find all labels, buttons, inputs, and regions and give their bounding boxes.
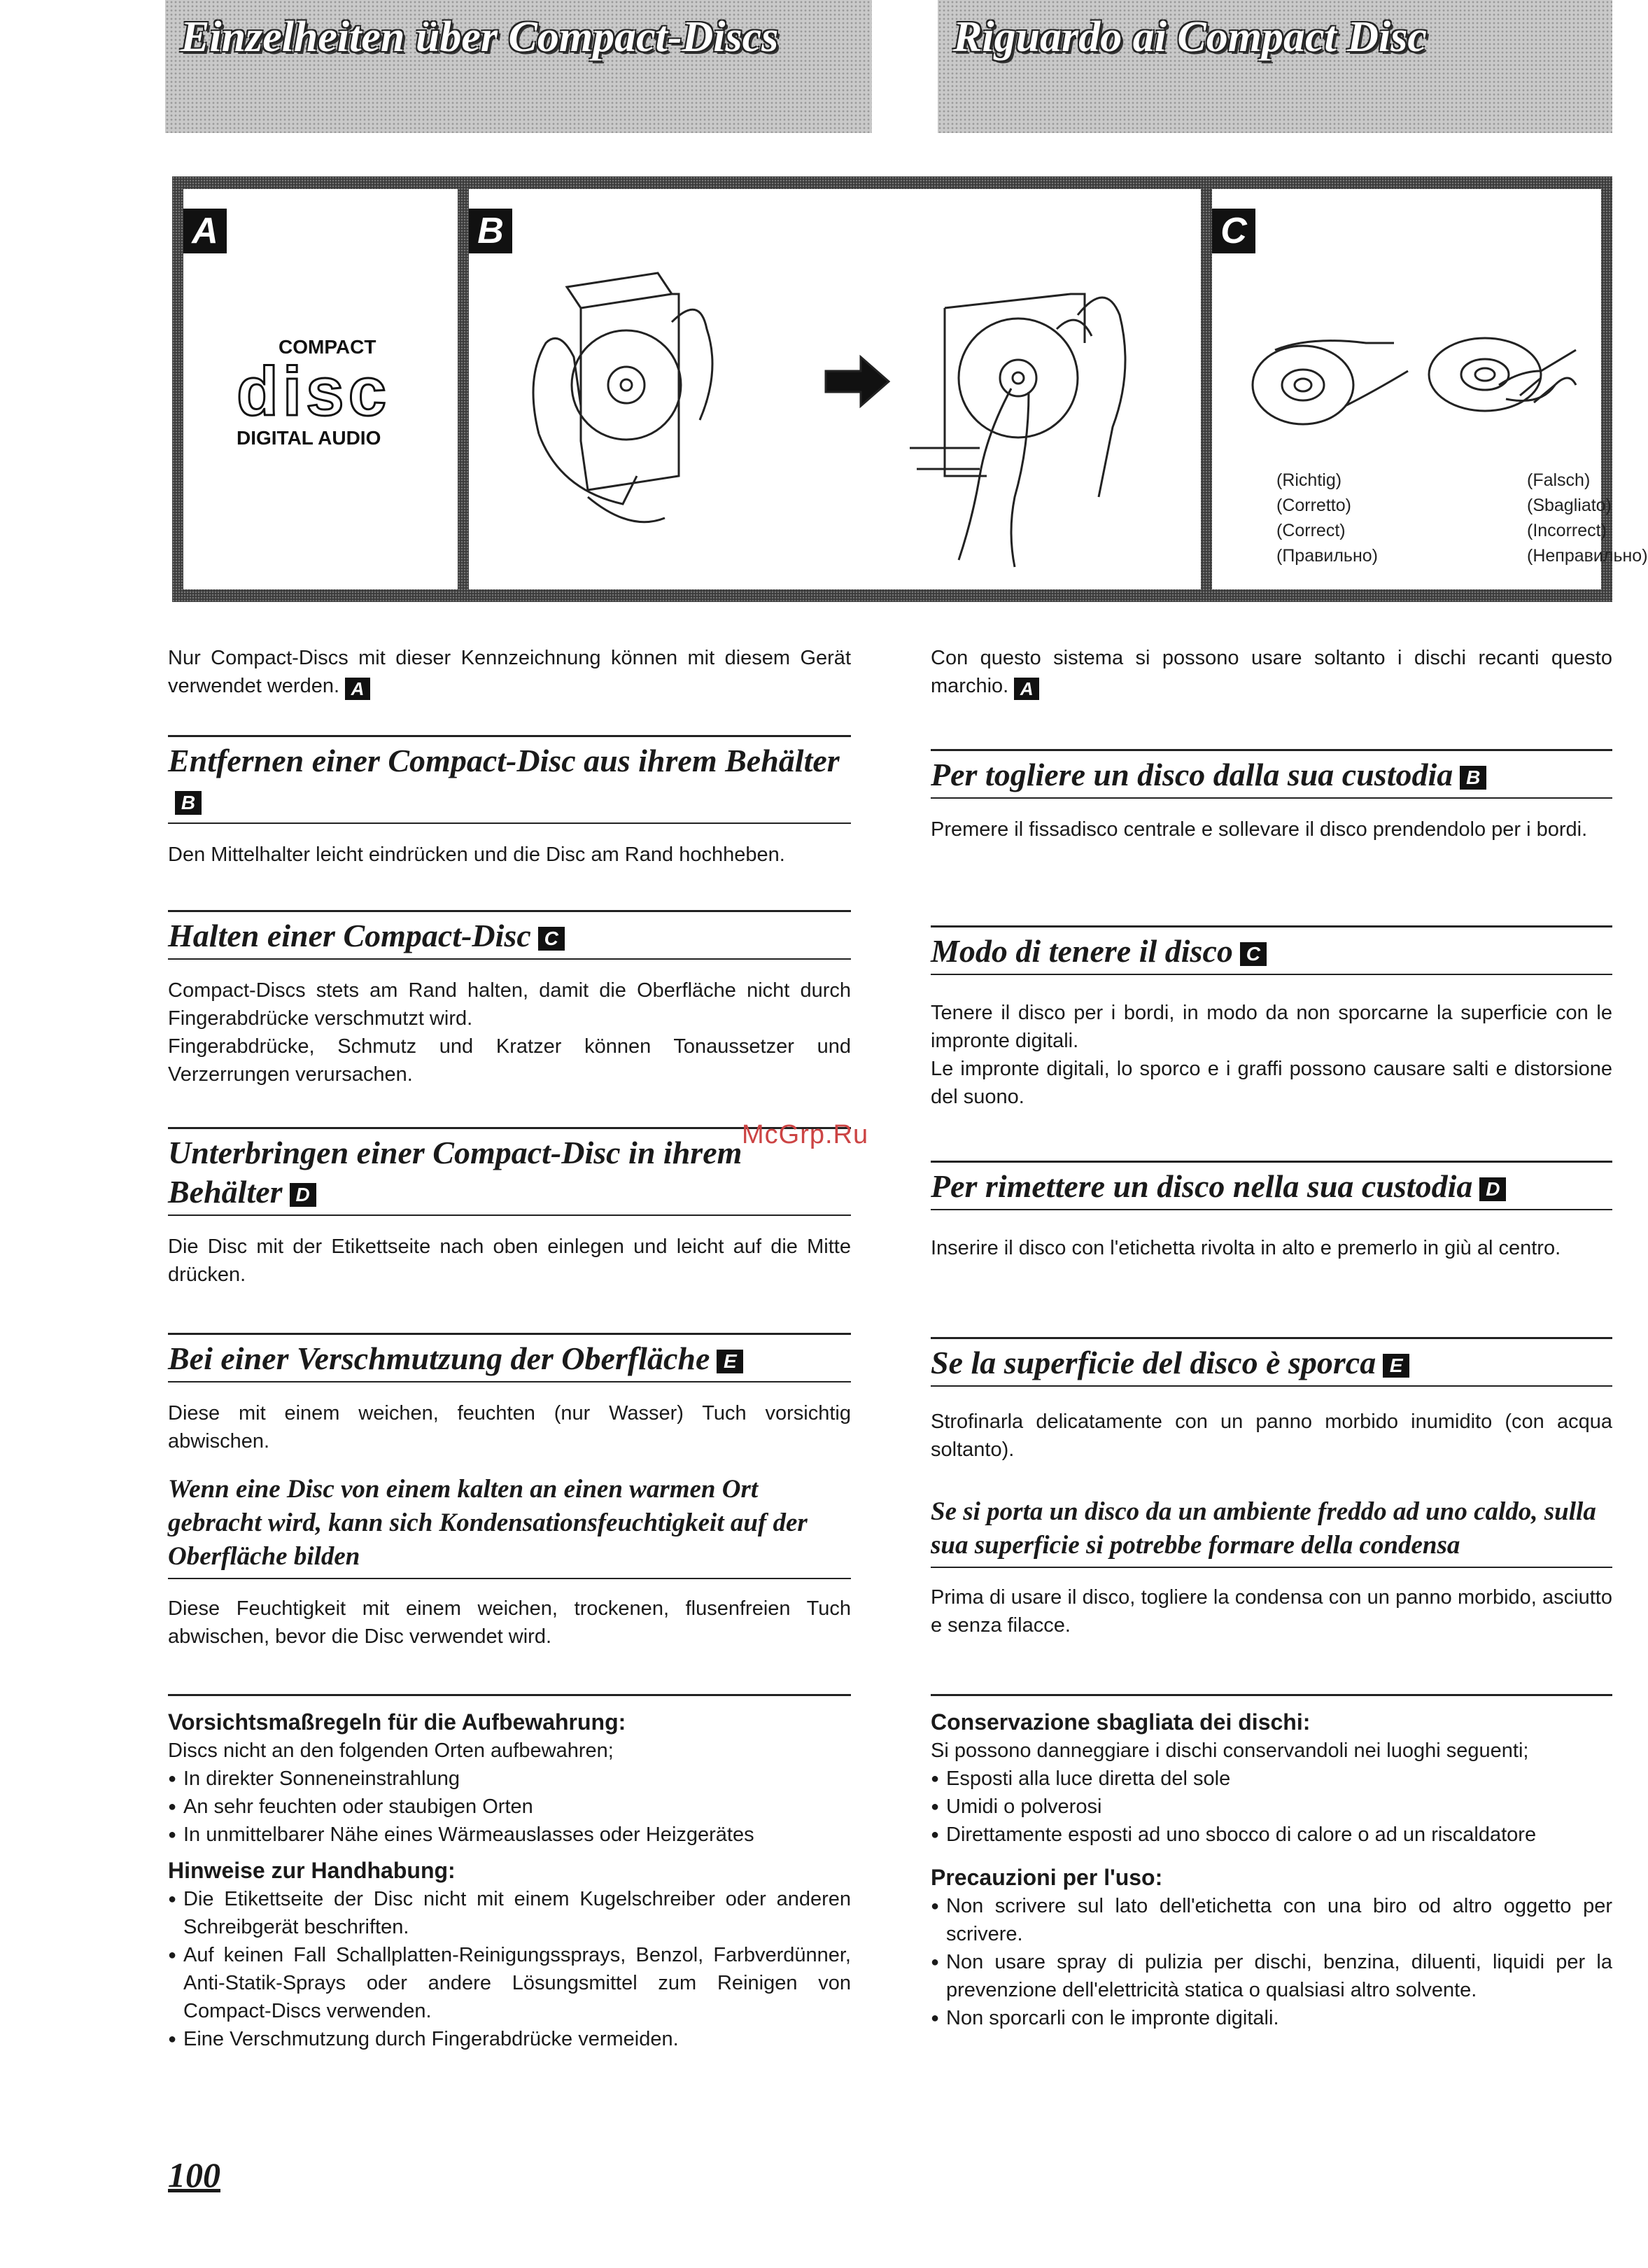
panel-letter-a: A <box>183 209 227 253</box>
section-heading: Bei einer Verschmutzung der Oberfläche E <box>168 1333 851 1382</box>
caption-line: (Sbagliato) <box>1527 496 1612 515</box>
storage-heading: Conservazione sbagliata dei dischi: <box>931 1709 1311 1735</box>
section-text: Strofinarla delicatamente con un panno morbido inumidito (con acqua soltanto). <box>931 1410 1612 1461</box>
condensation-heading: Wenn eine Disc von einem kalten an einen warmen Ort gebracht wird, kann sich Kondensationsfeuchtigkeit auf der Oberfläche bilden <box>168 1473 851 1579</box>
section-hold-disc <box>931 925 1612 1111</box>
section-heading: Unterbringen einer Compact-Disc in ihrem Behälter D <box>168 1127 851 1216</box>
section-text: Premere il fissadisco centrale e sollevare il disco prendendolo per i bordi. <box>931 818 1588 841</box>
panel-letter-c: C <box>1212 209 1255 253</box>
section-text: Compact-Discs stets am Rand halten, damit die Oberfläche nicht durch Fingerabdrücke verschmutzt wird. <box>168 979 851 1030</box>
caption-line: (Falsch) <box>1527 470 1591 490</box>
list-item: ● Eine Verschmutzung durch Fingerabdrücke vermeiden. <box>168 2025 851 2053</box>
caption-line: (Corretto) <box>1276 496 1351 515</box>
figure-panel-b <box>469 189 1201 589</box>
section-text: Diese mit einem weichen, feuchten (nur Wasser) Tuch vorsichtig abwischen. <box>168 1402 851 1452</box>
incorrect-caption <box>1527 468 1648 568</box>
section-condensation <box>931 1495 1612 1639</box>
section-heading: Entfernen einer Compact-Disc aus ihrem BehälterB <box>168 735 851 824</box>
section-heading: Per rimettere un disco nella sua custodia D <box>931 1161 1612 1210</box>
illustration-figure <box>172 176 1648 602</box>
list-item: ● Die Etikettseite der Disc nicht mit einem Kugelschreiber oder anderen Schreibgerät beschriften. <box>168 1885 851 1941</box>
list-item: ● Direttamente esposti ad uno sbocco di calore o ad un riscaldatore <box>931 1821 1612 1849</box>
storage-heading: Vorsichtsmaßregeln für die Aufbewahrung: <box>168 1709 626 1735</box>
section-dirty-surface <box>931 1337 1612 1464</box>
page-title-german: Einzelheiten über Compact-Discs <box>181 13 779 61</box>
section-heading: Modo di tenere il disco C <box>931 925 1612 975</box>
storage-notes <box>168 1694 851 2053</box>
section-text: Fingerabdrücke, Schmutz und Kratzer können Tonaussetzer und Verzerrungen verursachen. <box>168 1035 851 1086</box>
list-item: ● Non usare spray di pulizia per dischi, benzina, diluenti, liquidi per la prevenzione dell'elettricità statica o qualsiasi altro solvente. <box>931 1948 1612 2004</box>
divider <box>931 1694 1612 1696</box>
section-text: Den Mittelhalter leicht eindrücken und die Disc am Rand hochheben. <box>168 844 785 866</box>
list-item: ● In direkter Sonneneinstrahlung <box>168 1765 851 1793</box>
panel-letter-b: B <box>469 209 512 253</box>
header-banner-italian <box>938 0 1612 133</box>
figure-badge-d: D <box>1479 1177 1506 1201</box>
section-text: Le impronte digitali, lo sporco e i graffi possono causare salti e distorsione del suono. <box>931 1058 1612 1108</box>
section-store-disc <box>168 1127 851 1289</box>
figure-badge-e: E <box>717 1350 743 1373</box>
watermark: McGrp.Ru <box>742 1120 869 1149</box>
section-dirty-surface <box>168 1333 851 1455</box>
storage-intro: Discs nicht an den folgenden Orten aufbewahren; <box>168 1740 614 1762</box>
correct-caption <box>1276 468 1378 568</box>
list-item: ● Umidi o polverosi <box>931 1793 1612 1821</box>
caption-line: (Incorrect) <box>1527 521 1607 540</box>
figure-badge-d: D <box>290 1183 316 1207</box>
figure-panel-a <box>183 189 458 589</box>
intro-text <box>931 644 1612 700</box>
intro-paragraph: Con questo sistema si possono usare soltanto i dischi recanti questo marchio. <box>931 647 1612 697</box>
figure-badge-b: B <box>1460 766 1486 790</box>
compact-disc-logo-icon <box>231 332 413 451</box>
figure-badge-a: A <box>345 678 370 700</box>
logo-text-top: COMPACT <box>279 336 376 358</box>
logo-text-bottom: DIGITAL AUDIO <box>237 427 381 449</box>
section-store-disc <box>931 1161 1612 1262</box>
section-heading: Se la superficie del disco è sporca E <box>931 1337 1612 1387</box>
caption-line: (Correct) <box>1276 521 1346 540</box>
list-item: ● An sehr feuchten oder staubigen Orten <box>168 1793 851 1821</box>
caption-line: (Richtig) <box>1276 470 1342 490</box>
remove-disc-illustration-icon <box>497 266 1183 574</box>
section-hold-disc <box>168 910 851 1088</box>
storage-notes <box>931 1694 1612 2032</box>
section-condensation <box>168 1473 851 1651</box>
handling-heading: Precauzioni per l'uso: <box>931 1865 1163 1890</box>
list-item: ● In unmittelbarer Nähe eines Wärmeauslasses oder Heizgerätes <box>168 1821 851 1849</box>
section-text: Inserire il disco con l'etichetta rivolta in alto e premerlo in giù al centro. <box>931 1237 1561 1259</box>
figure-badge-e: E <box>1383 1354 1409 1378</box>
section-remove-disc <box>931 749 1612 844</box>
divider <box>168 1694 851 1696</box>
section-text: Tenere il disco per i bordi, in modo da non sporcarne la superficie con le impronte digitali. <box>931 1002 1612 1052</box>
caption-line: (Неправильно) <box>1527 546 1648 566</box>
list-item: ● Non scrivere sul lato dell'etichetta con una biro od altro oggetto per scrivere. <box>931 1892 1612 1948</box>
page-title-italian: Riguardo ai Compact Disc <box>953 13 1427 61</box>
header-banner-german <box>165 0 872 133</box>
list-item: ● Non sporcarli con le impronte digitali. <box>931 2004 1612 2032</box>
hold-disc-illustration-icon <box>1247 329 1583 434</box>
section-text: Prima di usare il disco, togliere la condensa con un panno morbido, asciutto e senza filacce. <box>931 1586 1612 1637</box>
section-text: Die Disc mit der Etikettseite nach oben einlegen und leicht auf die Mitte drücken. <box>168 1236 851 1286</box>
list-item: ● Esposti alla luce diretta del sole <box>931 1765 1612 1793</box>
caption-line: (Правильно) <box>1276 546 1378 566</box>
figure-badge-c: C <box>1240 942 1267 966</box>
section-heading: Halten einer Compact-Disc C <box>168 910 851 960</box>
intro-text <box>168 644 851 700</box>
figure-badge-a: A <box>1014 678 1039 700</box>
figure-panel-c <box>1212 189 1648 589</box>
condensation-heading: Se si porta un disco da un ambiente freddo ad uno caldo, sulla sua superficie si potrebbe formare della condensa <box>931 1495 1612 1568</box>
figure-badge-b: B <box>175 791 202 815</box>
page-number: 100 <box>168 2155 220 2194</box>
intro-paragraph: Nur Compact-Discs mit dieser Kennzeichnung können mit diesem Gerät verwendet werden. <box>168 647 851 697</box>
section-heading: Per togliere un disco dalla sua custodia B <box>931 749 1612 799</box>
section-text: Diese Feuchtigkeit mit einem weichen, trockenen, flusenfreien Tuch abwischen, bevor die Disc verwendet wird. <box>168 1597 851 1648</box>
list-item: ● Auf keinen Fall Schallplatten-Reinigungssprays, Benzol, Farbverdünner, Anti-Statik-Sprays oder andere Lösungsmittel zum Reinigen von Compact-Discs verwenden. <box>168 1941 851 2025</box>
handling-heading: Hinweise zur Handhabung: <box>168 1858 456 1883</box>
section-remove-disc <box>168 735 851 869</box>
figure-badge-c: C <box>538 927 565 951</box>
storage-intro: Si possono danneggiare i dischi conservandoli nei luoghi seguenti; <box>931 1740 1529 1762</box>
logo-text-main: disc <box>237 353 391 430</box>
